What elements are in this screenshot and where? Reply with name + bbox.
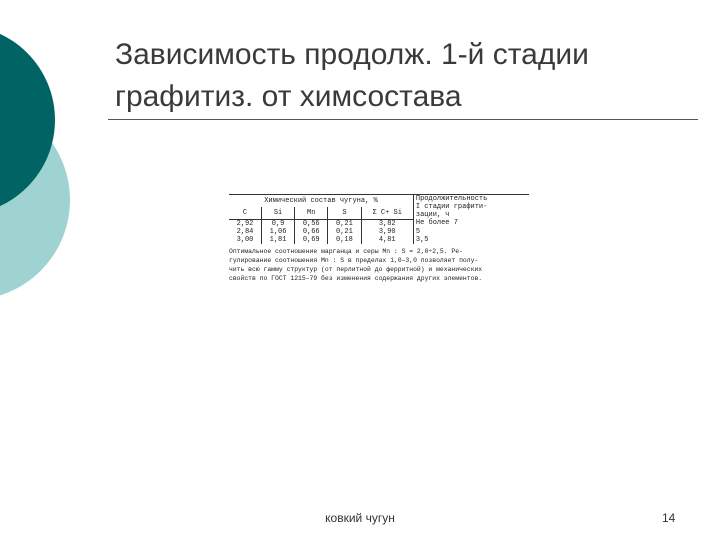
col-header-si: Si xyxy=(261,207,294,219)
table-row: 3,00 1,81 0,69 0,18 4,81 3,5 xyxy=(229,236,529,244)
table-note: Оптимальное соотношение марганца и серы Mn : S = 2,0÷2,5. Ре- гулирование соотношения Mn : S в пределах 1,0–3,0 позволяет полу- чить всю гамму структур (от перлитной до ферритной) и механических свойств по ГОСТ 1215–79 без изменения содержания других элементов. xyxy=(229,247,483,282)
duration-header: Продолжительность I стадии графити- зации, ч xyxy=(413,195,529,220)
col-header-s: S xyxy=(328,207,361,219)
composition-table xyxy=(229,194,529,244)
page-number: 14 xyxy=(662,511,676,525)
col-header-sum: Σ C+ Si xyxy=(361,207,413,219)
title-line-1: Зависимость продолж. 1-й стадии xyxy=(115,38,589,71)
group-header: Химический состав чугуна, % xyxy=(229,195,413,207)
col-header-mn: Mn xyxy=(295,207,328,219)
scanned-table-image xyxy=(229,194,529,312)
col-header-c: C xyxy=(229,207,261,219)
title-line-2: графитиз. от химсостава xyxy=(115,80,462,113)
title-divider xyxy=(108,119,698,120)
decorative-circles xyxy=(0,0,100,300)
table-row: 2,84 1,06 0,66 0,21 3,90 5 xyxy=(229,228,529,236)
table-row: 2,92 0,9 0,56 0,21 3,82 Не более 7 xyxy=(229,219,529,228)
slide-title xyxy=(115,34,695,118)
slide-footer: ковкий чугун xyxy=(325,511,395,525)
